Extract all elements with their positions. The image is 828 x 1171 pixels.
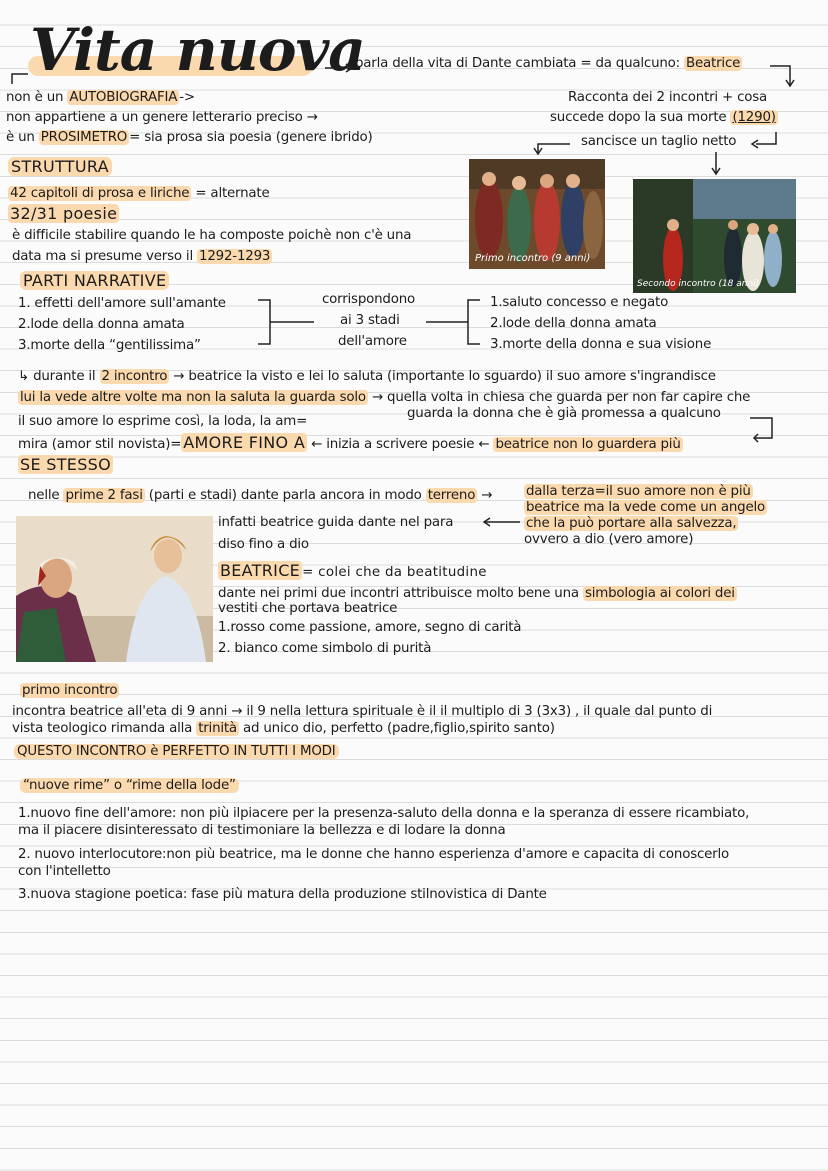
secondo-line-3-left: il suo amore lo esprime così, la loda, la am= [18, 414, 308, 429]
parti-right-1: 1.saluto concesso e negato [490, 295, 669, 310]
rime-point-2a: 2. nuovo interlocutore:non più beatrice, ma le donne che hanno esperienza d'amore e capacita di conoscerlo [18, 847, 729, 862]
secondo-line-4: mira (amor stil novista)= AMORE FINO A ← inizia a scrivere poesie ← beatrice non lo guardera più [18, 433, 681, 452]
intro-line-2: non appartiene a un genere letterario preciso → [6, 110, 318, 125]
page-title: Vita nuova [30, 16, 365, 84]
fasi-right-1: dalla terza=il suo amore non è più [526, 484, 751, 499]
title-bracket [0, 0, 828, 100]
right-note-line-2: succede dopo la sua morte (1290) [550, 110, 776, 125]
parti-heading: PARTI NARRATIVE [20, 273, 169, 289]
parti-left-1: 1. effetti dell'amore sull'amante [18, 296, 226, 311]
secondo-line-2: lui la vede altre volte ma non la saluta la guarda solo → quella volta in chiesa che guarda per non far capire che [20, 390, 751, 405]
intro-line-1: non è un AUTOBIOGRAFIA -> [6, 90, 195, 105]
parti-middle-1: corrispondono [322, 292, 415, 307]
right-note-line-3: sancisce un taglio netto [581, 134, 737, 149]
parti-left-2: 2.lode della donna amata [18, 317, 185, 332]
fasi-right-2: beatrice ma la vede come un angelo [526, 500, 765, 515]
dante-beatrice-painting [16, 516, 213, 662]
beatrice-color-red: 1.rosso come passione, amore, segno di carità [218, 620, 522, 635]
rime-point-1b: ma il piacere disinteressato di testimoniare la bellezza e di lodare la donna [18, 823, 506, 838]
second-meeting-caption: Secondo incontro (18 anni) [637, 279, 760, 289]
struttura-line-1: 42 capitoli di prosa e liriche = alternate [10, 186, 270, 201]
second-meeting-painting [633, 179, 796, 293]
fasi-right-3: che la può portare alla salvezza, [526, 516, 737, 531]
first-meeting-caption: Primo incontro (9 anni) [475, 253, 591, 264]
fasi-right-4: ovvero a dio (vero amore) [524, 532, 694, 547]
secondo-line-3-right: guarda la donna che è già promessa a qualcuno [407, 406, 721, 421]
parti-right-2: 2.lode della donna amata [490, 316, 657, 331]
fasi-line-1: nelle prime 2 fasi (parti e stadi) dante parla ancora in modo terreno → [28, 488, 493, 503]
secondo-line-5: SE STESSO [20, 455, 111, 474]
primo-heading: primo incontro [22, 683, 118, 698]
fasi-middle-2: diso fino a dio [218, 537, 309, 552]
fasi-middle-1: infatti beatrice guida dante nel para [218, 515, 454, 530]
primo-line-1: incontra beatrice all'eta di 9 anni → il 9 nella lettura spirituale è il il multiplo di 3 (3x3) , il quale dal punto di [12, 704, 713, 719]
rime-point-3: 3.nuova stagione poetica: fase più matura della produzione stilnovistica di Dante [18, 887, 547, 902]
struttura-line-4: data ma si presume verso il 1292-1293 [12, 249, 271, 264]
secondo-return-arrow [744, 412, 784, 446]
parti-left-3: 3.morte della “gentilissima” [18, 338, 201, 353]
secondo-line-1: ↳ durante il 2 incontro → beatrice la visto e lei lo saluta (importante lo sguardo) il suo amore s'ingrandisce [18, 369, 716, 384]
right-note-line-1: Racconta dei 2 incontri + cosa [568, 90, 768, 105]
first-meeting-painting [469, 159, 605, 269]
intro-line-3: è un PROSIMETRO = sia prosa sia poesia (genere ibrido) [6, 130, 373, 145]
header-note: parla della vita di Dante cambiata = da qualcuno: Beatrice [355, 56, 741, 71]
rime-heading: “nuove rime” o “rime della lode” [20, 778, 239, 794]
beatrice-color-white: 2. bianco come simbolo di purità [218, 641, 432, 656]
primo-line-2: vista teologico rimanda alla trinità ad unico dio, perfetto (padre,figlio,spirito santo) [12, 721, 555, 736]
rime-point-2b: con l'intelletto [18, 864, 111, 879]
parti-middle-3: dell'amore [338, 334, 407, 349]
parti-right-3: 3.morte della donna e sua visione [490, 337, 712, 352]
struttura-line-2: 32/31 poesie [10, 204, 118, 223]
rime-point-1a: 1.nuovo fine dell'amore: non più ilpiacere per la presenza-saluto della donna e la speranza di essere ricambiato, [18, 806, 750, 821]
fasi-arrow [478, 514, 524, 530]
primo-line-3: QUESTO INCONTRO è PERFETTO IN TUTTI I MODI [14, 744, 339, 760]
parti-middle-2: ai 3 stadi [340, 313, 400, 328]
parti-brackets [250, 296, 490, 352]
beatrice-def-line-2: dante nei primi due incontri attribuisce molto bene una simbologia ai colori dei [218, 586, 735, 601]
struttura-heading: STRUTTURA [8, 159, 112, 175]
struttura-line-3: è difficile stabilire quando le ha composte poichè non c'è una [12, 228, 412, 243]
beatrice-def-line-1: BEATRICE = colei che da beatitudine [220, 561, 487, 580]
beatrice-def-line-3: vestiti che portava beatrice [218, 601, 398, 616]
